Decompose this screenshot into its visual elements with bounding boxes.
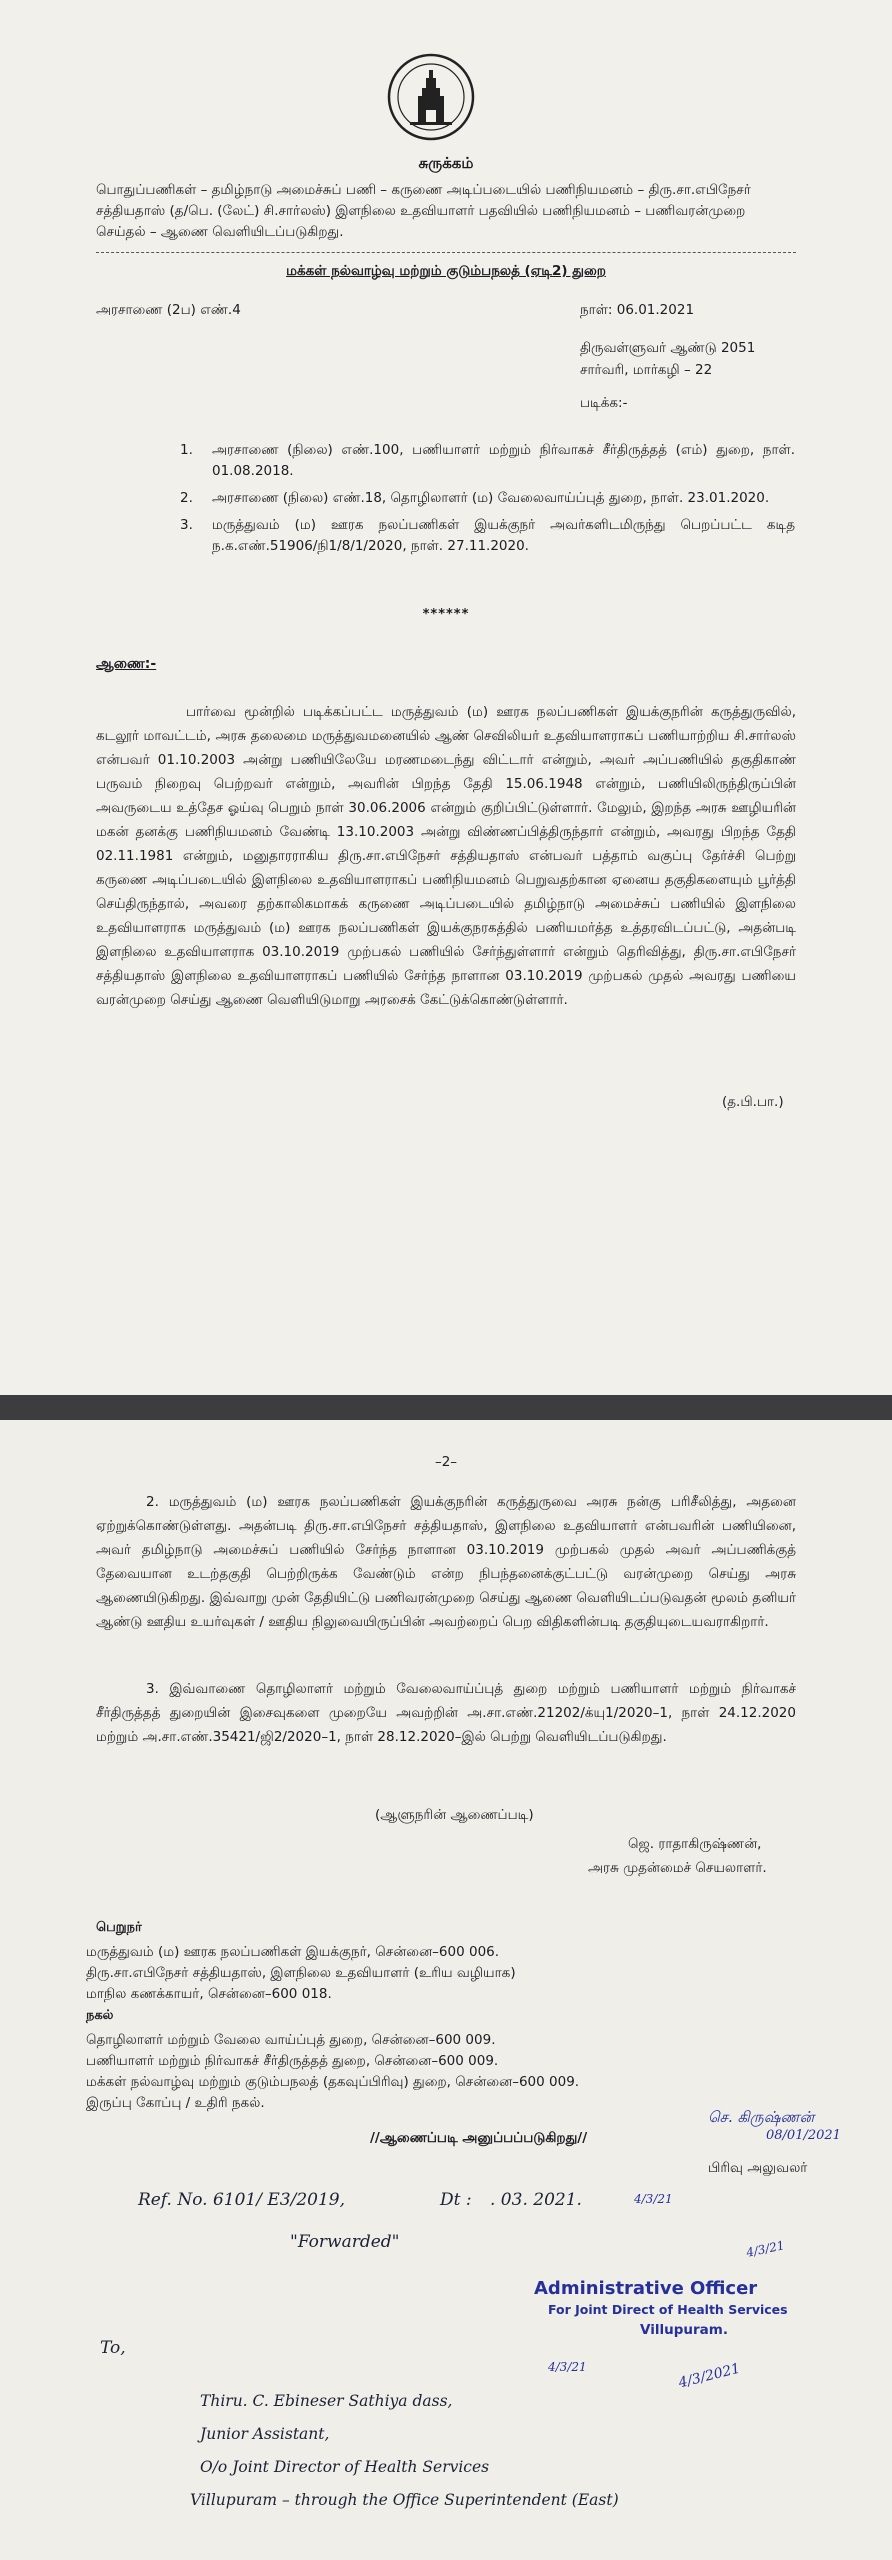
address-line: Thiru. C. Ebineser Sathiya dass, [200, 2392, 453, 2410]
governor-order: (ஆளுநரின் ஆணைப்படி) [375, 1807, 534, 1823]
reference-item: 1. அரசாணை (நிலை) எண்.100, பணியாளர் மற்றும் நிர்வாகச் சீர்திருத்தத் (எம்) துறை, நாள். 01.08.2018. [180, 442, 795, 479]
separator-stars: ****** [422, 607, 470, 622]
read-label: படிக்க:- [580, 395, 628, 411]
stamp-line: For Joint Direct of Health Services [548, 2302, 788, 2317]
address-line: O/o Joint Director of Health Services [200, 2458, 490, 2476]
dated-label: Dt : [440, 2190, 472, 2210]
pto-note: (த.பி.பா.) [722, 1094, 784, 1110]
handwritten-initial: 4/3/2021 [676, 2360, 742, 2392]
administrative-officer-stamp: Administrative Officer [534, 2278, 758, 2299]
signatory-title: அரசு முதன்மைச் செயலாளர். [588, 1860, 767, 1876]
reference-item: 2. அரசாணை (நிலை) எண்.18, தொழிலாளர் (ம) வேலைவாய்ப்புத் துறை, நாள். 23.01.2020. [180, 490, 770, 506]
divider [96, 252, 796, 253]
address-line: Villupuram – through the Office Superintendent (East) [190, 2491, 619, 2509]
section-officer-date: 08/01/2021 [766, 2128, 841, 2143]
copy-label: நகல் [86, 2008, 114, 2023]
forwarded-note: "Forwarded" [290, 2232, 400, 2252]
handwritten-initial: 4/3/21 [634, 2192, 673, 2206]
copies-list [86, 2030, 806, 2114]
page-heading: சுருக்கம் [418, 154, 474, 172]
department-name: மக்கள் நல்வாழ்வு மற்றும் குடும்பநலத் (ஏடி2) துறை [286, 263, 606, 279]
paragraph-3: 3. இவ்வாணை தொழிலாளர் மற்றும் வேலைவாய்ப்புத் துறை மற்றும் பணியாளர் மற்றும் நிர்வாகச் சீர்திருத்தத் துறையின் இசைவுகளை முறையே அவற்றின் அ.சா.எண்.21202/க்யு1/2020–1, நாள் 24.12.2020 மற்றும் அ.சா.எண்.35421/ஜி2/2020–1, நாள் 28.12.2020–இல் பெற்று வெளியிடப்படுகிறது. [96, 1681, 796, 1745]
subject-text: பொதுப்பணிகள் – தமிழ்நாடு அமைச்சுப் பணி – கருணை அடிப்படையில் பணிநியமனம் – திரு.சா.எபிநேசர் சத்தியதாஸ் (த/பெ. (லேட்) சி.சார்லஸ்) இளநிலை உதவியாளர் பதவியில் பணிநியமனம் – பணிவரன்முறை செய்தல் – ஆணை வெளியிடப்படுகிறது. [96, 182, 751, 240]
forwarded-by-order: //ஆணைப்படி அனுப்பப்படுகிறது// [370, 2130, 588, 2146]
signatory-name: ஜெ. ராதாகிருஷ்ணன், [628, 1836, 762, 1852]
dated-value: . 03. 2021. [490, 2190, 582, 2210]
order-body: பார்வை மூன்றில் படிக்கப்பட்ட மருத்துவம் (ம) ஊரக நலப்பணிகள் இயக்குநரின் கருத்துருவில், கடலூர் மாவட்டம், அரசு தலைமை மருத்துவமனையில் ஆண் செவிலியர் உதவியாளராகப் பணியாற்றிய சி.சார்லஸ் என்பவர் 01.10.2003 அன்று பணியிலேயே மரணமடைந்து விட்டார் என்றும், அவர் அப்பணியில் தகுதிகாண் பருவம் நிறைவு பெற்றவர் என்றும், அவரின் பிறந்த தேதி 15.06.1948 என்றும், பணியிலிருந்திருப்பின் அவருடைய உத்தேச ஓய்வு பெறும் நாள் 30.06.2006 என்றும் குறிப்பிட்டுள்ளார். மேலும், இறந்த அரசு ஊழியரின் மகன் தனக்கு பணிநியமனம் வேண்டி 13.10.2003 அன்று விண்ணப்பித்திருந்தார் என்றும், அவரது பிறந்த தேதி 02.11.1981 என்றும், மனுதாரராகிய திரு.சா.எபிநேசர் சத்தியதாஸ் என்பவர் பத்தாம் வகுப்பு தேர்ச்சி பெற்று கருணை அடிப்படையில் இளநிலை உதவியாளராகப் பணிநியமனம் பெறுவதற்கான ஏனைய தகுதிகளையும் பூர்த்தி செய்திருந்தால், அவரை தற்காலிகமாகக் கருணை அடிப்படையில் தமிழ்நாடு அமைச்சுப் பணியில் இளநிலை உதவியாளராக மருத்துவம் (ம) ஊரக நலப்பணிகள் இயக்குநரகத்தில் பணியமர்த்த உத்தரவிடப்பட்டு, அதன்படி இளநிலை உதவியாளராக 03.10.2019 முற்பகல் பணியில் சேர்ந்துள்ளார் என்றும் தெரிவித்து, திரு.சா.எபிநேசர் சத்தியதாஸ் இளநிலை உதவியாளராகப் பணியில் சேர்ந்த நாளான 03.10.2019 முற்பகல் முதல் அவரது பணியை வரன்முறை செய்து ஆணை வெளியிடுமாறு அரசைக் கேட்டுக்கொண்டுள்ளார். [96, 704, 796, 1008]
copy-item: இருப்பு கோப்பு / உதிரி நகல். [86, 2095, 265, 2111]
stamp-line: Villupuram. [640, 2322, 728, 2338]
copy-item: பணியாளர் மற்றும் நிர்வாகச் சீர்திருத்தத் துறை, சென்னை–600 009. [86, 2053, 499, 2069]
section-officer-title: பிரிவு அலுவலர் [708, 2160, 808, 2176]
reference-list [180, 440, 795, 563]
order-date: நாள்: 06.01.2021 [580, 302, 695, 318]
paragraph-2: 2. மருத்துவம் (ம) ஊரக நலப்பணிகள் இயக்குநரின் கருத்துருவை அரசு நன்கு பரிசீலித்து, அதனை ஏற்றுக்கொண்டுள்ளது. அதன்படி திரு.சா.எபிநேசர் சத்தியதாஸ், இளநிலை உதவியாளர் என்பவரின் பணியினை, அவர் தமிழ்நாடு அமைச்சுப் பணியில் சேர்ந்த நாளான 03.10.2019 முற்பகல் முதல் அவர் அப்பணிக்குத் தேவையான உடற்தகுதி பெற்றிருக்க வேண்டும் என்ற நிபந்தனைக்குட்பட்டு வரன்முறை செய்து அரசு ஆணையிடுகிறது. இவ்வாறு முன் தேதியிட்டு பணிவரன்முறை செய்து ஆணை வெளியிடப்படுவதன் மூலம் தனியர் ஆண்டு ஊதிய உயர்வுகள் / ஊதிய நிலுவையிருப்பின் அவற்றைப் பெற விதிகளின்படி தகுதியுடையவராகிறார். [96, 1494, 796, 1630]
document-page-2 [0, 1420, 892, 2560]
recipients-label: பெறுநர் [96, 1920, 142, 1935]
thiruvalluvar-year: திருவள்ளுவர் ஆண்டு 2051 [580, 340, 756, 356]
section-officer-signature: செ. கிருஷ்ணன் [708, 2108, 815, 2126]
recipient-item: மருத்துவம் (ம) ஊரக நலப்பணிகள் இயக்குநர், சென்னை–600 006. [86, 1944, 500, 1960]
to-label-en: To, [100, 2338, 126, 2358]
copy-item: தொழிலாளர் மற்றும் வேலை வாய்ப்புத் துறை, சென்னை–600 009. [86, 2032, 496, 2048]
recipients-list [86, 1942, 806, 2005]
page-number: –2– [434, 1454, 458, 1470]
tamil-date: சார்வரி, மார்கழி – 22 [580, 362, 713, 378]
handwritten-initial: 4/3/21 [548, 2360, 587, 2374]
order-number: அரசாணை (2ப) எண்.4 [96, 302, 241, 318]
order-heading: ஆணை:- [96, 656, 157, 672]
recipient-item: திரு.சா.எபிநேசர் சத்தியதாஸ், இளநிலை உதவியாளர் (உரிய வழியாக) [86, 1965, 516, 1981]
address-block-en [190, 2385, 840, 2517]
address-line: Junior Assistant, [200, 2425, 330, 2443]
recipient-item: மாநில கணக்காயர், சென்னை–600 018. [86, 1986, 332, 2002]
reference-number: Ref. No. 6101/ E3/2019, [138, 2190, 345, 2210]
reference-item: 3. மருத்துவம் (ம) ஊரக நலப்பணிகள் இயக்குநர் அவர்களிடமிருந்து பெறப்பட்ட கடித ந.க.எண்.51906/நி1/8/1/2020, நாள். 27.11.2020. [180, 517, 795, 554]
copy-item: மக்கள் நல்வாழ்வு மற்றும் குடும்பநலத் (தகவுப்பிரிவு) துறை, சென்னை–600 009. [86, 2074, 580, 2090]
handwritten-initial: 4/3/21 [744, 2238, 786, 2260]
tamil-nadu-emblem-icon [386, 52, 476, 142]
